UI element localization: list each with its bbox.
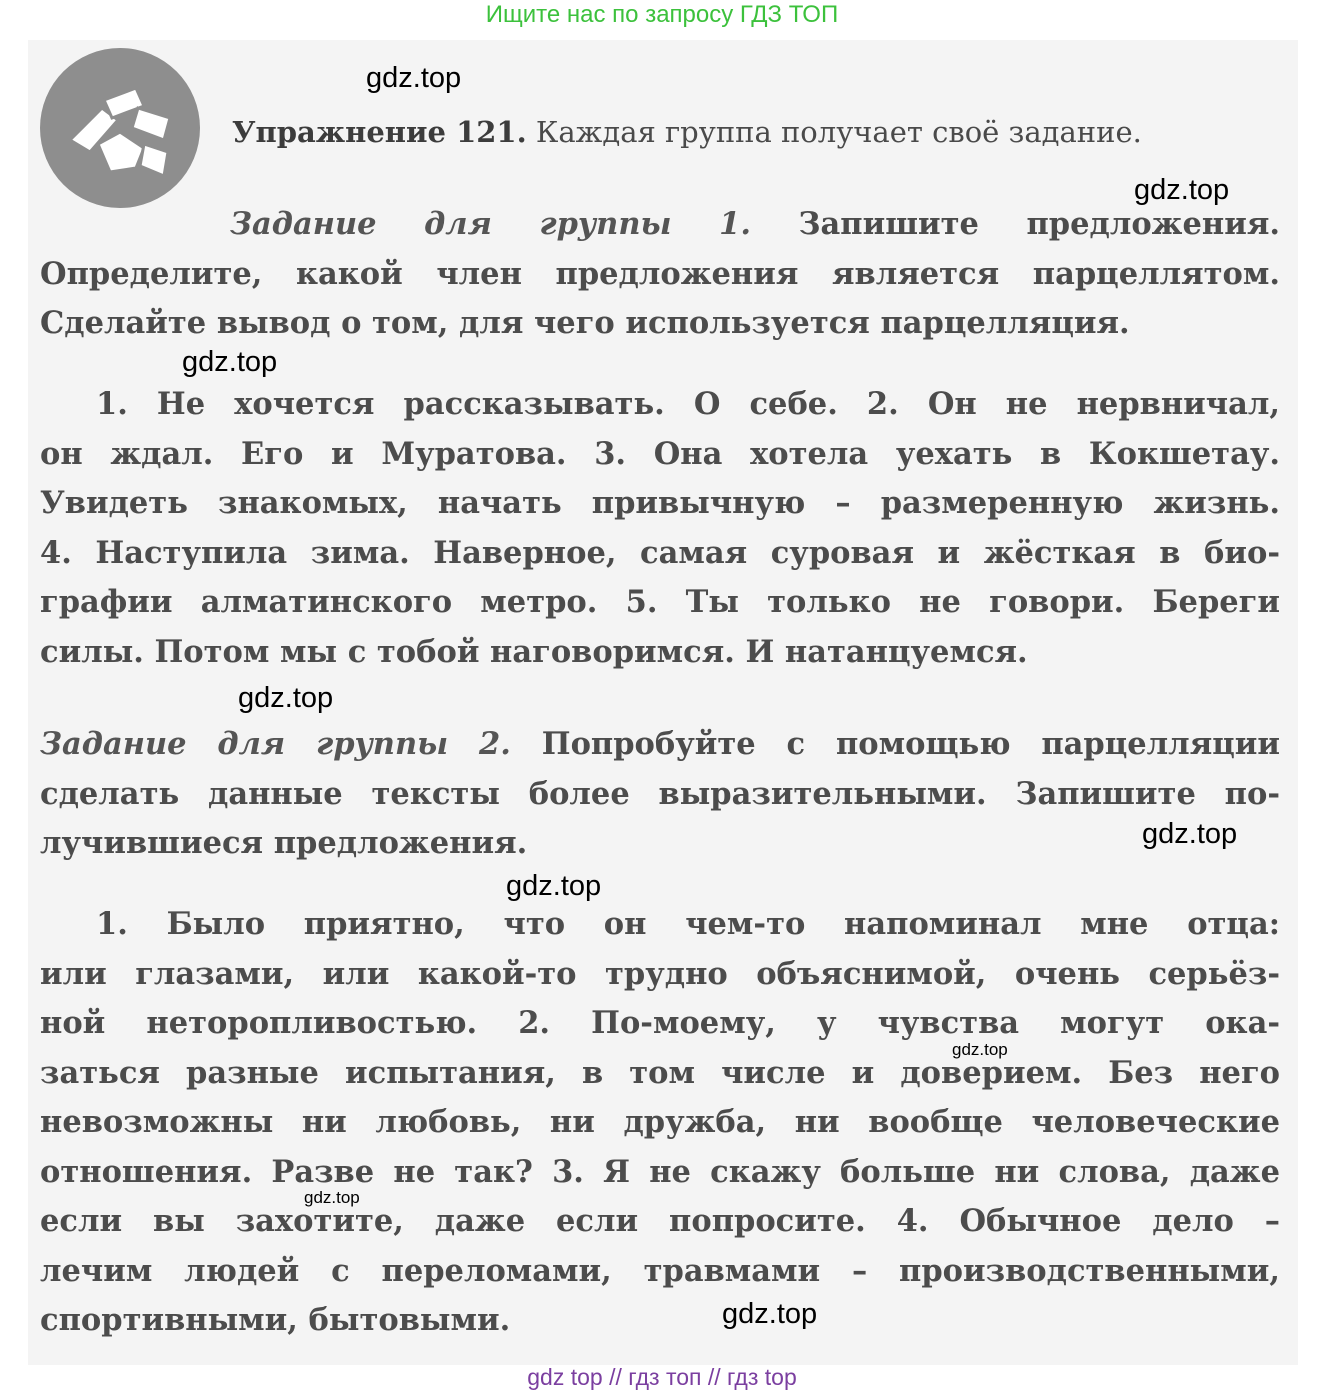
text-line: спортивными, бытовыми.: [40, 1302, 511, 1338]
group-work-hands-icon: [40, 48, 200, 208]
exercise-number: Упражнение 121.: [232, 115, 527, 149]
task-group-1: [40, 200, 1280, 349]
task-label: Задание для группы 2.: [40, 726, 511, 762]
watermark: gdz.top: [722, 1298, 818, 1330]
watermark: gdz.top: [1134, 174, 1230, 206]
exercise-instruction: Каждая группа получает своё задание.: [535, 115, 1142, 149]
text-line: Увидеть знакомых, начать привычную – размеренную жизнь.: [40, 485, 1280, 521]
text-line: лечим людей с переломами, травмами – производственными,: [40, 1252, 1280, 1289]
text-line: если вы захотите, даже если попросите. 4. Обычное дело –: [40, 1203, 1280, 1239]
text-line: или глазами, или какой-то трудно объяснимой, очень серьёз-: [40, 955, 1280, 992]
watermark: gdz.top: [304, 1188, 360, 1207]
text-line: ной неторопливостью. 2. По-моему, у чувства могут ока-: [40, 1005, 1280, 1041]
task-label: Задание для группы 1.: [230, 206, 751, 242]
task-group-2: [40, 720, 1280, 869]
text-line: невозможны ни любовь, ни дружба, ни вообще человеческие: [40, 1104, 1280, 1140]
text-line: 1. Было приятно, что он чем-то напоминал мне отца:: [96, 906, 1280, 942]
text-line: отношения. Разве не так? 3. Я не скажу больше ни слова, даже: [40, 1153, 1280, 1190]
text-line: 4. Наступила зима. Наверное, самая суровая и жёсткая в био-: [40, 534, 1280, 571]
watermark: gdz.top: [952, 1040, 1008, 1059]
exercise-heading: [232, 112, 1292, 152]
task-line: Определите, какой член предложения является парцеллятом.: [40, 255, 1280, 292]
watermark: gdz.top: [182, 346, 278, 378]
text-line: графии алматинского метро. 5. Ты только не говори. Береги: [40, 584, 1280, 620]
watermark: gdz.top: [506, 870, 602, 902]
task-line: Сделайте вывод о том, для чего используется парцелляция.: [40, 305, 1130, 341]
text-group-2: [40, 900, 1280, 1346]
text-line: силы. Потом мы с тобой наговоримся. И натанцуемся.: [40, 633, 1028, 670]
task-line: Задание для группы 2. Попробуйте с помощью парцелляции: [40, 726, 1280, 762]
task-line: Задание для группы 1. Запишите предложения.: [230, 206, 1280, 242]
text-line: 1. Не хочется рассказывать. О себе. 2. Он не нервничал,: [96, 386, 1280, 422]
task-line: лучившиеся предложения.: [40, 825, 528, 861]
watermark: gdz.top: [238, 682, 334, 714]
text-group-1: [40, 380, 1280, 677]
task-line: сделать данные тексты более выразительными. Запишите по-: [40, 775, 1280, 812]
top-banner: Ищите нас по запросу ГДЗ ТОП: [485, 1, 839, 28]
watermark: gdz.top: [366, 62, 462, 94]
watermark: gdz.top: [1142, 818, 1238, 850]
text-line: заться разные испытания, в том числе и доверием. Без него: [40, 1054, 1280, 1091]
footer-watermark: gdz top // гдз топ // гдз top: [527, 1364, 797, 1390]
text-line: он ждал. Его и Муратова. 3. Она хотела уехать в Кокшетау.: [40, 435, 1280, 472]
